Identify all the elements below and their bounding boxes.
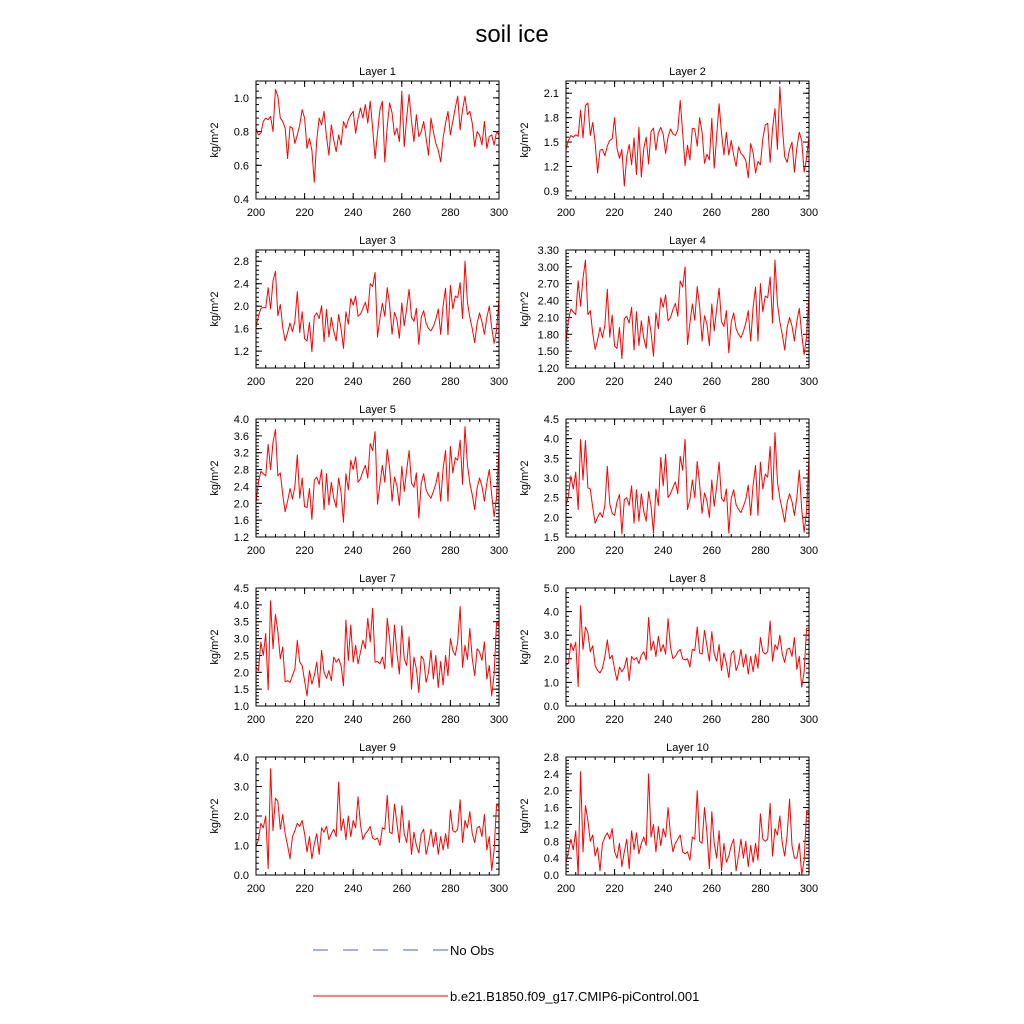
panel-layer-4	[519, 235, 818, 388]
y-tick-label: 2.0	[233, 301, 249, 314]
y-tick-label: 4.0	[543, 606, 559, 619]
x-tick-label: 260	[392, 207, 411, 219]
x-tick-label: 240	[344, 207, 363, 219]
series-line	[566, 433, 809, 534]
x-tick-label: 220	[605, 883, 624, 895]
plot-frame	[566, 81, 809, 199]
x-tick-label: 260	[392, 883, 411, 895]
y-axis-label: kg/m^2	[209, 798, 221, 834]
plot-frame	[566, 588, 809, 706]
x-tick-label: 260	[702, 883, 721, 895]
y-tick-label: 2.0	[233, 811, 249, 823]
x-tick-label: 300	[799, 376, 819, 388]
y-tick-label: 3.6	[233, 430, 249, 443]
x-tick-label: 260	[392, 545, 411, 557]
y-tick-label: 1.0	[233, 701, 249, 713]
x-tick-label: 300	[799, 883, 819, 895]
y-tick-label: 2.8	[233, 464, 249, 477]
y-tick-label: 1.0	[233, 840, 249, 853]
panel-title: Layer 5	[359, 404, 396, 416]
x-tick-label: 280	[441, 376, 460, 388]
x-tick-label: 300	[489, 207, 509, 219]
plot-frame	[256, 588, 499, 706]
x-tick-label: 240	[344, 545, 363, 557]
y-tick-label: 4.5	[233, 583, 249, 595]
y-tick-label: 1.2	[543, 819, 559, 832]
y-axis-label: kg/m^2	[519, 629, 531, 665]
y-tick-label: 1.2	[233, 532, 249, 544]
y-tick-label: 4.0	[543, 433, 559, 446]
x-tick-label: 300	[799, 545, 819, 557]
y-tick-label: 4.0	[233, 414, 249, 426]
legend	[313, 943, 699, 1004]
panel-layer-6	[519, 404, 818, 557]
y-tick-label: 1.8	[543, 112, 559, 125]
x-tick-label: 280	[751, 376, 770, 388]
x-tick-label: 300	[489, 714, 509, 726]
legend-label-model: b.e21.B1850.f09_g17.CMIP6-piControl.001	[450, 989, 700, 1004]
x-tick-label: 300	[799, 714, 819, 726]
panel-layer-3	[209, 235, 508, 388]
y-axis-label: kg/m^2	[209, 291, 221, 327]
series-line	[566, 260, 809, 358]
series-line	[256, 261, 499, 351]
y-tick-label: 3.0	[233, 633, 249, 646]
y-tick-label: 2.10	[537, 312, 559, 325]
x-tick-label: 240	[654, 714, 673, 726]
x-tick-label: 200	[246, 376, 266, 388]
y-tick-label: 2.4	[233, 278, 249, 291]
y-tick-label: 2.1	[543, 88, 559, 101]
figure-title: soil ice	[475, 21, 549, 48]
x-tick-label: 200	[246, 207, 266, 219]
y-tick-label: 1.0	[233, 92, 249, 105]
series-line	[566, 606, 809, 687]
x-tick-label: 220	[605, 714, 624, 726]
y-tick-label: 3.2	[233, 447, 249, 460]
y-tick-label: 2.4	[543, 768, 559, 781]
y-axis-label: kg/m^2	[209, 460, 221, 496]
panel-title: Layer 1	[359, 66, 396, 78]
y-tick-label: 0.4	[543, 853, 559, 866]
y-tick-label: 3.5	[543, 453, 559, 466]
y-axis-label: kg/m^2	[519, 291, 531, 327]
x-tick-label: 240	[344, 376, 363, 388]
series-line	[256, 89, 499, 182]
panel-layer-7	[209, 573, 508, 726]
y-tick-label: 1.5	[543, 532, 559, 544]
x-tick-label: 240	[654, 883, 673, 895]
y-tick-label: 3.5	[233, 616, 249, 629]
y-tick-label: 1.5	[543, 137, 559, 150]
y-tick-label: 0.9	[543, 185, 559, 198]
plot-frame	[566, 250, 809, 368]
panel-title: Layer 10	[666, 742, 709, 754]
x-tick-label: 300	[489, 883, 509, 895]
y-tick-label: 1.0	[543, 677, 559, 690]
x-tick-label: 280	[751, 714, 770, 726]
y-tick-label: 3.0	[233, 781, 249, 794]
x-tick-label: 260	[702, 207, 721, 219]
y-tick-label: 2.0	[543, 512, 559, 525]
x-tick-label: 220	[295, 207, 314, 219]
panel-title: Layer 7	[359, 573, 396, 585]
series-line	[256, 769, 499, 871]
x-tick-label: 280	[751, 883, 770, 895]
plot-frame	[566, 419, 809, 537]
plot-frame	[566, 757, 809, 875]
panel-layer-2	[519, 66, 818, 219]
y-tick-label: 2.5	[543, 492, 559, 505]
panel-layer-9	[209, 742, 508, 895]
y-tick-label: 0.0	[543, 870, 559, 882]
x-tick-label: 200	[246, 545, 266, 557]
x-tick-label: 260	[702, 714, 721, 726]
legend-label-no-obs: No Obs	[450, 943, 495, 958]
panel-title: Layer 6	[669, 404, 706, 416]
x-tick-label: 240	[654, 376, 673, 388]
y-tick-label: 1.2	[543, 161, 559, 174]
x-tick-label: 200	[246, 883, 266, 895]
y-tick-label: 0.0	[543, 701, 559, 713]
plot-frame	[256, 81, 499, 199]
x-tick-label: 280	[441, 545, 460, 557]
x-tick-label: 200	[556, 207, 576, 219]
panels	[209, 66, 818, 895]
panel-layer-8	[519, 573, 818, 726]
y-tick-label: 2.4	[233, 481, 249, 494]
x-tick-label: 200	[556, 376, 576, 388]
y-tick-label: 1.80	[537, 329, 559, 342]
y-tick-label: 0.0	[233, 870, 249, 882]
y-tick-label: 1.20	[537, 363, 559, 375]
x-tick-label: 200	[556, 545, 576, 557]
series-line	[566, 772, 809, 875]
x-tick-label: 220	[605, 207, 624, 219]
series-line	[566, 87, 809, 186]
x-tick-label: 260	[702, 545, 721, 557]
x-tick-label: 220	[295, 545, 314, 557]
x-tick-label: 240	[654, 207, 673, 219]
series-line	[256, 601, 499, 696]
y-tick-label: 2.5	[233, 650, 249, 663]
panel-layer-10	[519, 742, 818, 895]
x-tick-label: 220	[295, 883, 314, 895]
panel-layer-1	[209, 66, 508, 219]
y-tick-label: 1.5	[233, 684, 249, 697]
x-tick-label: 260	[392, 376, 411, 388]
y-tick-label: 0.8	[543, 836, 559, 849]
x-tick-label: 280	[441, 714, 460, 726]
y-axis-label: kg/m^2	[209, 629, 221, 665]
y-tick-label: 2.0	[543, 785, 559, 798]
y-tick-label: 4.5	[543, 414, 559, 426]
x-tick-label: 220	[605, 376, 624, 388]
y-tick-label: 4.0	[233, 599, 249, 612]
y-tick-label: 2.8	[543, 752, 559, 764]
x-tick-label: 240	[344, 883, 363, 895]
x-tick-label: 220	[605, 545, 624, 557]
x-tick-label: 200	[246, 714, 266, 726]
y-tick-label: 3.0	[543, 473, 559, 485]
panel-title: Layer 9	[359, 742, 396, 754]
panel-layer-5	[209, 404, 508, 557]
y-axis-label: kg/m^2	[519, 460, 531, 496]
x-tick-label: 300	[799, 207, 819, 219]
y-tick-label: 2.0	[233, 667, 249, 680]
y-tick-label: 3.00	[537, 261, 559, 274]
x-tick-label: 300	[489, 376, 509, 388]
x-tick-label: 260	[392, 714, 411, 726]
y-tick-label: 2.70	[537, 278, 559, 291]
y-tick-label: 1.2	[233, 346, 249, 359]
panel-title: Layer 3	[359, 235, 396, 247]
x-tick-label: 280	[751, 545, 770, 557]
x-tick-label: 280	[441, 883, 460, 895]
y-tick-label: 1.6	[233, 515, 249, 528]
x-tick-label: 200	[556, 883, 576, 895]
y-tick-label: 1.6	[543, 802, 559, 815]
x-tick-label: 220	[295, 376, 314, 388]
x-tick-label: 220	[295, 714, 314, 726]
x-tick-label: 200	[556, 714, 576, 726]
plot-frame	[256, 757, 499, 875]
x-tick-label: 280	[441, 207, 460, 219]
panel-title: Layer 4	[669, 235, 706, 247]
y-tick-label: 3.0	[543, 630, 559, 643]
y-tick-label: 2.0	[543, 653, 559, 666]
y-tick-label: 0.4	[233, 194, 249, 206]
y-tick-label: 2.40	[537, 295, 559, 308]
panel-title: Layer 2	[669, 66, 706, 78]
x-tick-label: 260	[702, 376, 721, 388]
y-tick-label: 2.0	[233, 498, 249, 511]
x-tick-label: 280	[751, 207, 770, 219]
y-tick-label: 3.30	[537, 245, 559, 257]
y-tick-label: 2.8	[233, 256, 249, 269]
y-tick-label: 4.0	[233, 752, 249, 764]
y-tick-label: 0.8	[233, 126, 249, 139]
y-tick-label: 1.50	[537, 346, 559, 359]
y-tick-label: 1.6	[233, 323, 249, 336]
x-tick-label: 300	[489, 545, 509, 557]
x-tick-label: 240	[654, 545, 673, 557]
series-line	[256, 427, 499, 523]
y-tick-label: 5.0	[543, 583, 559, 595]
y-tick-label: 0.6	[233, 160, 249, 173]
y-axis-label: kg/m^2	[519, 798, 531, 834]
x-tick-label: 240	[344, 714, 363, 726]
panel-title: Layer 8	[669, 573, 706, 585]
y-axis-label: kg/m^2	[519, 122, 531, 158]
y-axis-label: kg/m^2	[209, 122, 221, 158]
